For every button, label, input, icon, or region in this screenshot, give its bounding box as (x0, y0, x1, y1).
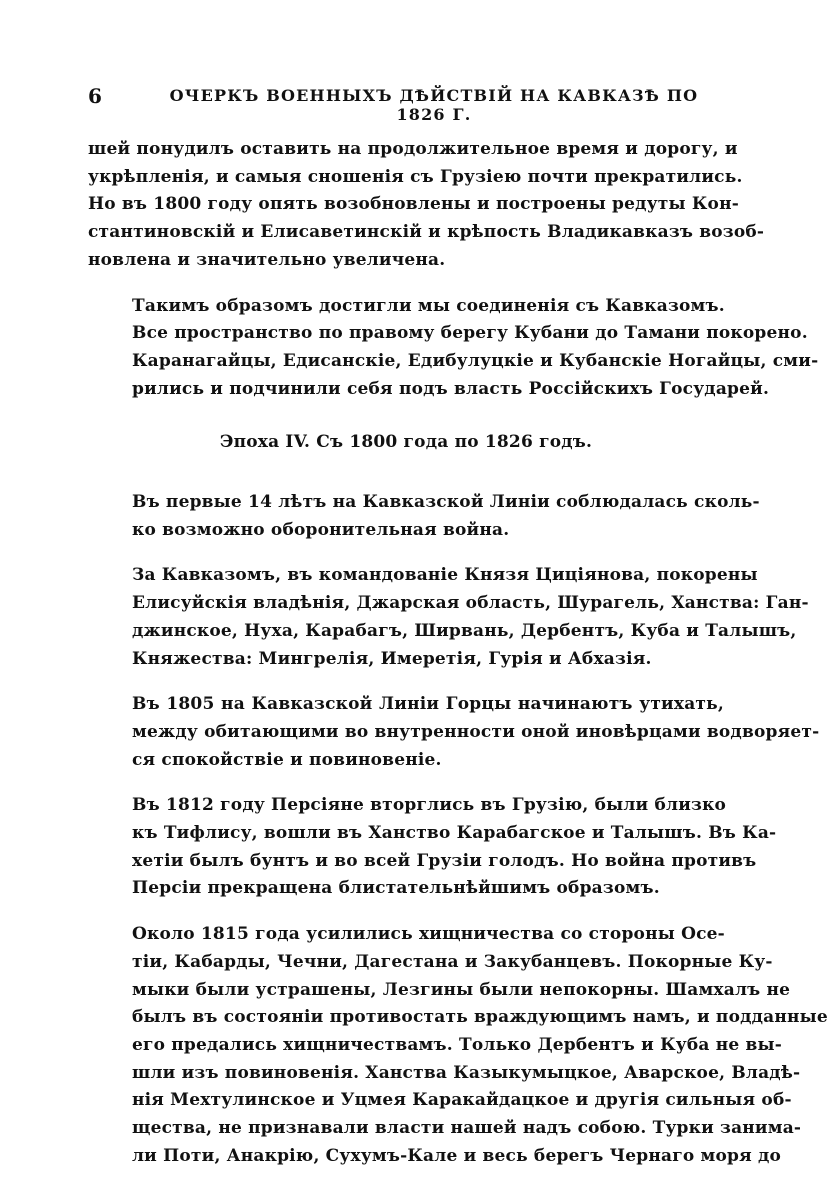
text-line: щества, не признавали власти нашей надъ собою. Турки занима- (132, 1118, 802, 1139)
paragraph (88, 136, 765, 275)
text-line: мыки были устрашены, Лезгины были непокорны. Шамхалъ не (132, 979, 791, 1000)
text-line: былъ въ состояніи противостать враждующимъ намъ, и подданные (132, 1007, 828, 1028)
paragraph (88, 489, 760, 544)
text-line: Но въ 1800 году опять возобновлены и построены редуты Кон- (88, 194, 739, 215)
text-line: шей понудилъ оставить на продолжительное время и дорогу, и (88, 139, 738, 159)
running-head-title: ОЧЕРКЪ ВОЕННЫХЪ ДѢЙСТВІЙ НА КАВКАЗѢ ПО 1826 Г. (169, 86, 699, 124)
body-text (88, 136, 828, 1189)
text-line: ли Поти, Анакрію, Сухумъ-Кале и весь берегъ Чернаго моря до (132, 1145, 782, 1166)
text-line: новлена и значительно увеличена. (88, 249, 446, 270)
text-line: его предались хищничествамъ. Только Дербентъ и Куба не вы- (132, 1034, 782, 1055)
text-line: Персіи прекращена блистательнѣйшимъ образомъ. (132, 878, 660, 899)
text-line: Княжества: Мингрелія, Имеретія, Гурія и Абхазія. (132, 648, 652, 669)
paragraph (88, 293, 819, 404)
page-number: 6 (88, 84, 102, 108)
text-line: Въ 1805 на Кавказской Линіи Горцы начинаютъ утихать, (132, 694, 724, 715)
text-line: хетіи былъ бунтъ и во всей Грузіи голодъ. Но война противъ (132, 850, 757, 871)
text-line: Такимъ образомъ достигли мы соединенія съ Кавказомъ. (132, 295, 725, 316)
text-line: Въ первые 14 лѣтъ на Кавказской Линіи соблюдалась сколь- (132, 492, 760, 513)
text-line: шли изъ повиновенія. Ханства Казыкумыцкое, Аварское, Владѣ- (132, 1062, 801, 1083)
text-line: ся спокойствіе и повиновеніе. (132, 749, 442, 770)
text-line: Около 1815 года усилились хищничества со стороны Осе- (132, 924, 725, 945)
paragraph (88, 562, 809, 673)
paragraph (88, 691, 820, 774)
text-line: къ Тифлису, вошли въ Ханство Карабагское и Талышъ. Въ Ка- (132, 823, 777, 844)
paragraph (88, 921, 828, 1170)
text-line: Въ 1812 году Персіяне вторглись въ Грузію, были близко (132, 795, 727, 816)
text-line: между обитающими во внутренности оной иновѣрцами водворяет- (132, 721, 820, 742)
text-line: Каранагайцы, Едисанскіе, Едибулуцкіе и Кубанскіе Ногайцы, сми- (132, 350, 819, 371)
text-line: Елисуйскія владѣнія, Джарская область, Шурагель, Ханства: Ган- (132, 593, 809, 614)
text-line: нія Мехтулинское и Уцмея Каракайдацкое и другія сильныя об- (132, 1090, 792, 1111)
text-line: ко возможно оборонительная война. (132, 519, 510, 540)
section-heading: Эпоха IV. Съ 1800 года по 1826 годъ. (219, 432, 593, 453)
text-line: За Кавказомъ, въ командованіе Князя Циціянова, покорены (132, 565, 758, 586)
text-line: джинское, Нуха, Карабагъ, Ширвань, Дербентъ, Куба и Талышъ, (132, 620, 797, 641)
running-head (88, 84, 724, 124)
text-line: рились и подчинили себя подъ власть Россійскихъ Государей. (132, 378, 770, 399)
paragraph (88, 792, 777, 903)
text-line: стантиновскій и Елисаветинскій и крѣпость Владикавказъ возоб- (88, 222, 765, 243)
text-line: укрѣпленія, и самыя сношенія съ Грузіею почти прекратились. (88, 166, 743, 187)
text-line: тіи, Кабарды, Чечни, Дагестана и Закубанцевъ. Покорные Ку- (132, 951, 773, 972)
text-line: Все пространство по правому берегу Кубани до Тамани покорено. (132, 323, 808, 344)
